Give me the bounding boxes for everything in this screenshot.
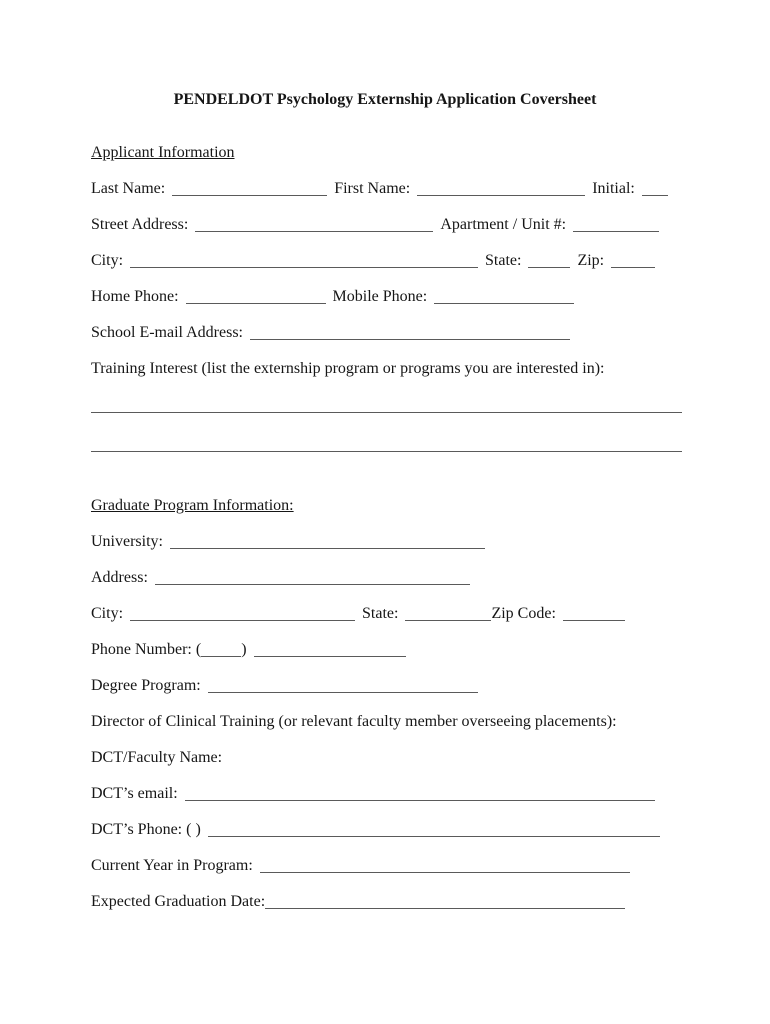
form-row: [91, 568, 682, 587]
section-heading-graduate-program-information: Graduate Program Information:: [91, 497, 294, 514]
field-label: DCT’s Phone: ( ): [91, 821, 201, 838]
field-label: Phone Number: (: [91, 641, 202, 658]
form-row: [91, 396, 682, 415]
field-label: Zip:: [577, 252, 605, 269]
form-row: [91, 532, 682, 551]
field-label: Last Name:: [91, 180, 166, 197]
field-label: ): [241, 641, 247, 658]
field-label: Current Year in Program:: [91, 857, 253, 874]
field-label: School E-mail Address:: [91, 324, 243, 341]
expected-graduation-date-field[interactable]: [265, 894, 625, 909]
program-address-field[interactable]: [155, 570, 470, 585]
program-city-field[interactable]: [130, 606, 355, 621]
form-row: [91, 820, 682, 839]
field-label: State:: [362, 605, 399, 622]
city-field[interactable]: [130, 253, 478, 268]
program-phone-area-field[interactable]: [201, 642, 241, 657]
dct-phone-field[interactable]: [208, 822, 660, 837]
field-label: Director of Clinical Training (or relevant faculty member overseeing placements):: [91, 713, 617, 730]
form-row: [91, 179, 682, 198]
apartment-unit-field[interactable]: [573, 217, 659, 232]
mobile-phone-field[interactable]: [434, 289, 574, 304]
last-name-field[interactable]: [172, 181, 327, 196]
field-label: DCT’s email:: [91, 785, 178, 802]
state-field[interactable]: [528, 253, 570, 268]
field-label: City:: [91, 252, 124, 269]
section-graduate-program-information: [91, 496, 682, 911]
form-row: [91, 359, 682, 378]
field-label: Mobile Phone:: [332, 288, 428, 305]
form-row: [91, 676, 682, 695]
program-phone-field[interactable]: [254, 642, 406, 657]
field-label: Apartment / Unit #:: [440, 216, 567, 233]
applicant-information-rows: [91, 179, 682, 454]
form-row: [91, 892, 682, 911]
form-row: [91, 712, 682, 731]
form-row: [91, 435, 682, 454]
form-row: [91, 604, 682, 623]
field-label: Address:: [91, 569, 148, 586]
street-address-field[interactable]: [195, 217, 433, 232]
form-row: [91, 784, 682, 803]
dct-email-field[interactable]: [185, 786, 655, 801]
form-row: [91, 748, 682, 767]
zip-field[interactable]: [611, 253, 655, 268]
field-label: Street Address:: [91, 216, 189, 233]
training-interest-line-2-field[interactable]: [91, 437, 682, 452]
field-label: Initial:: [592, 180, 635, 197]
section-applicant-information: [91, 143, 682, 454]
program-zip-code-field[interactable]: [563, 606, 625, 621]
home-phone-field[interactable]: [186, 289, 326, 304]
document-title: PENDELDOT Psychology Externship Application Coversheet: [173, 91, 597, 108]
graduate-program-information-rows: [91, 532, 682, 911]
field-label: City:: [91, 605, 124, 622]
program-state-field[interactable]: [405, 606, 491, 621]
degree-program-field[interactable]: [208, 678, 478, 693]
section-heading-applicant-information: Applicant Information: [91, 144, 235, 161]
field-label: Training Interest (list the externship program or programs you are interested in):: [91, 360, 605, 377]
field-label: DCT/Faculty Name:: [91, 749, 223, 766]
school-email-field[interactable]: [250, 325, 570, 340]
first-name-field[interactable]: [417, 181, 585, 196]
form-row: [91, 323, 682, 342]
field-label: University:: [91, 533, 163, 550]
field-label: Zip Code:: [491, 605, 556, 622]
document-content: [0, 143, 770, 911]
field-label: Degree Program:: [91, 677, 201, 694]
form-row: [91, 251, 682, 270]
form-row: [91, 287, 682, 306]
field-label: Home Phone:: [91, 288, 179, 305]
current-year-in-program-field[interactable]: [260, 858, 630, 873]
training-interest-line-1-field[interactable]: [91, 398, 682, 413]
initial-field[interactable]: [642, 181, 668, 196]
field-label: Expected Graduation Date:: [91, 893, 266, 910]
form-row: [91, 856, 682, 875]
field-label: State:: [485, 252, 522, 269]
field-label: First Name:: [334, 180, 411, 197]
form-row: [91, 215, 682, 234]
form-row: [91, 640, 682, 659]
university-field[interactable]: [170, 534, 485, 549]
